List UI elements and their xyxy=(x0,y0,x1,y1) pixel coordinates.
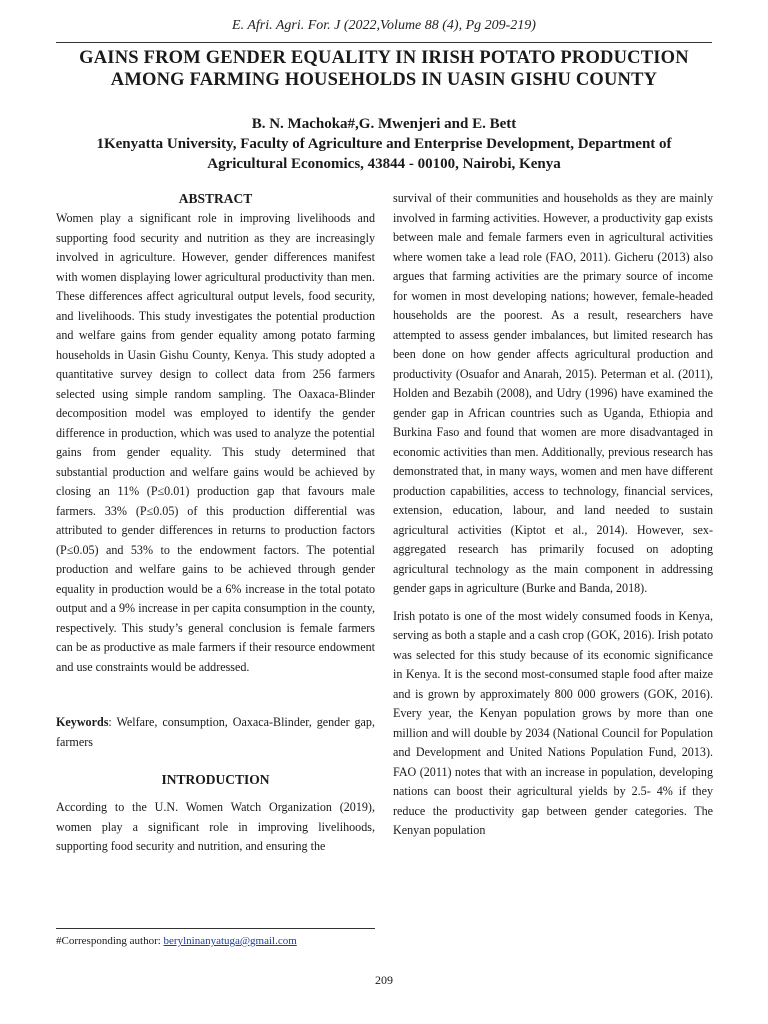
journal-citation: E. Afri. Agri. For. J (2022,Volume 88 (4), Pg 209-219) xyxy=(232,18,536,33)
affiliation xyxy=(40,134,728,174)
title-line-2: AMONG FARMING HOUSEHOLDS IN UASIN GISHU COUNTY xyxy=(110,70,658,90)
keywords-label: Keywords xyxy=(56,715,109,729)
affiliation-line-2: Agricultural Economics, 43844 - 00100, Nairobi, Kenya xyxy=(207,156,561,172)
author-list: B. N. Machoka#,G. Mwenjeri and E. Bett xyxy=(251,116,517,132)
header-divider xyxy=(56,42,712,43)
affiliation-line-1: 1Kenyatta University, Faculty of Agriculture and Enterprise Development, Department of xyxy=(96,136,672,152)
footnote xyxy=(56,933,386,949)
footnote-divider xyxy=(56,928,375,929)
abstract-text: Women play a significant role in improving livelihoods and supporting food security and nutrition as they are increasingly involved in agriculture. However, gender differences manifest with women displaying lower agricultural productivity than men. These differences affect agricultural output levels, food security, and livelihoods. This study investigates the potential production and welfare gains from gender equality among potato farming households in Uasin Gishu County, Kenya. This study adopted a quantitative survey design to collect data from 256 farmers selected using simple random sampling. The Oaxaca-Blinder decomposition model was employed to identify the gender difference in production, which was used to analyze the potential gains from gender equality. This study determined that substantial production and welfare gains would be achieved by closing an 11% (P≤0.01) production gap that favours male farmers. 33% (P≤0.05) of this production differential was attributed to gender differences in returns to production factors (P≤0.05) and 53% to the endowment factors. The potential production and welfare gains to be achieved through gender equality in production would be a 6% increase in the total potato output and a 9% increase in per capita consumption in the county, respectively. This study’s general conclusion is female farmers can be as productive as male farmers if their resource endowment and use constraints would be addressed. xyxy=(56,211,375,674)
footnote-label: #Corresponding author: xyxy=(56,935,164,947)
keywords-text: : Welfare, consumption, Oaxaca-Blinder, gender gap, farmers xyxy=(56,715,375,749)
keywords xyxy=(56,713,375,752)
introduction-paragraph-1: survival of their communities and households as they are mainly involved in farming activities. However, a productivity gap exists between male and female farmers even in agricultural activities where women take a lead role (FAO, 2011). Gicheru (2013) also argues that farming activities are the primary source of income for women in most developing nations; however, female-headed households are the poorest. As a result, researchers have attempted to assess gender imbalances, but limited research has been done on how gender affects agricultural production and productivity (Osuafor and Anarah, 2015). Peterman et al. (2011), Holden and Bezabih (2008), and Udry (1996) have examined the gender gap in African countries such as Uganda, Ethiopia and Burkina Faso and found that women are more disadvantaged in economic activities than men. Additionally, previous research has demonstrated that, in many ways, women and men have different production capabilities, access to technology, financial services, extension, education, labour, and land needed to sustain agricultural activities (Kiptot et al., 2014). However, sex-aggregated research has primarily focused on adopting agricultural technology as the main component in addressing gender gaps in agriculture (Burke and Banda, 2018). xyxy=(393,191,713,595)
right-column xyxy=(393,189,713,841)
introduction-paragraph-2: Irish potato is one of the most widely consumed foods in Kenya, serving as both a staple and a cash crop (GOK, 2016). Irish potato was selected for this study because of its economic significance in Kenya. It is the second most-consumed staple food after maize and is grown by approximately 800 000 growers (GOK, 2016). Every year, the Kenyan population grows by more than one million and will double by 2034 (National Council for Population and Development and United Nations Population Fund, 2013). FAO (2011) notes that with an increase in population, developing nations can boost their agricultural yields by 2.5- 4% if they reduce the productivity gap between gender categories. The Kenyan population xyxy=(393,608,713,837)
paper-title xyxy=(40,47,728,91)
page-number: 209 xyxy=(375,973,393,987)
abstract-heading: ABSTRACT xyxy=(178,191,253,206)
author-email-link[interactable]: berylninanyatuga@gmail.com xyxy=(163,935,297,947)
left-column xyxy=(56,189,375,857)
introduction-heading: INTRODUCTION xyxy=(161,772,270,787)
introduction-text-left: According to the U.N. Women Watch Organization (2019), women play a significant role in improving livelihoods, supporting food security and nutrition, and ensuring the xyxy=(56,800,375,853)
title-line-1: GAINS FROM GENDER EQUALITY IN IRISH POTATO PRODUCTION xyxy=(79,48,689,68)
